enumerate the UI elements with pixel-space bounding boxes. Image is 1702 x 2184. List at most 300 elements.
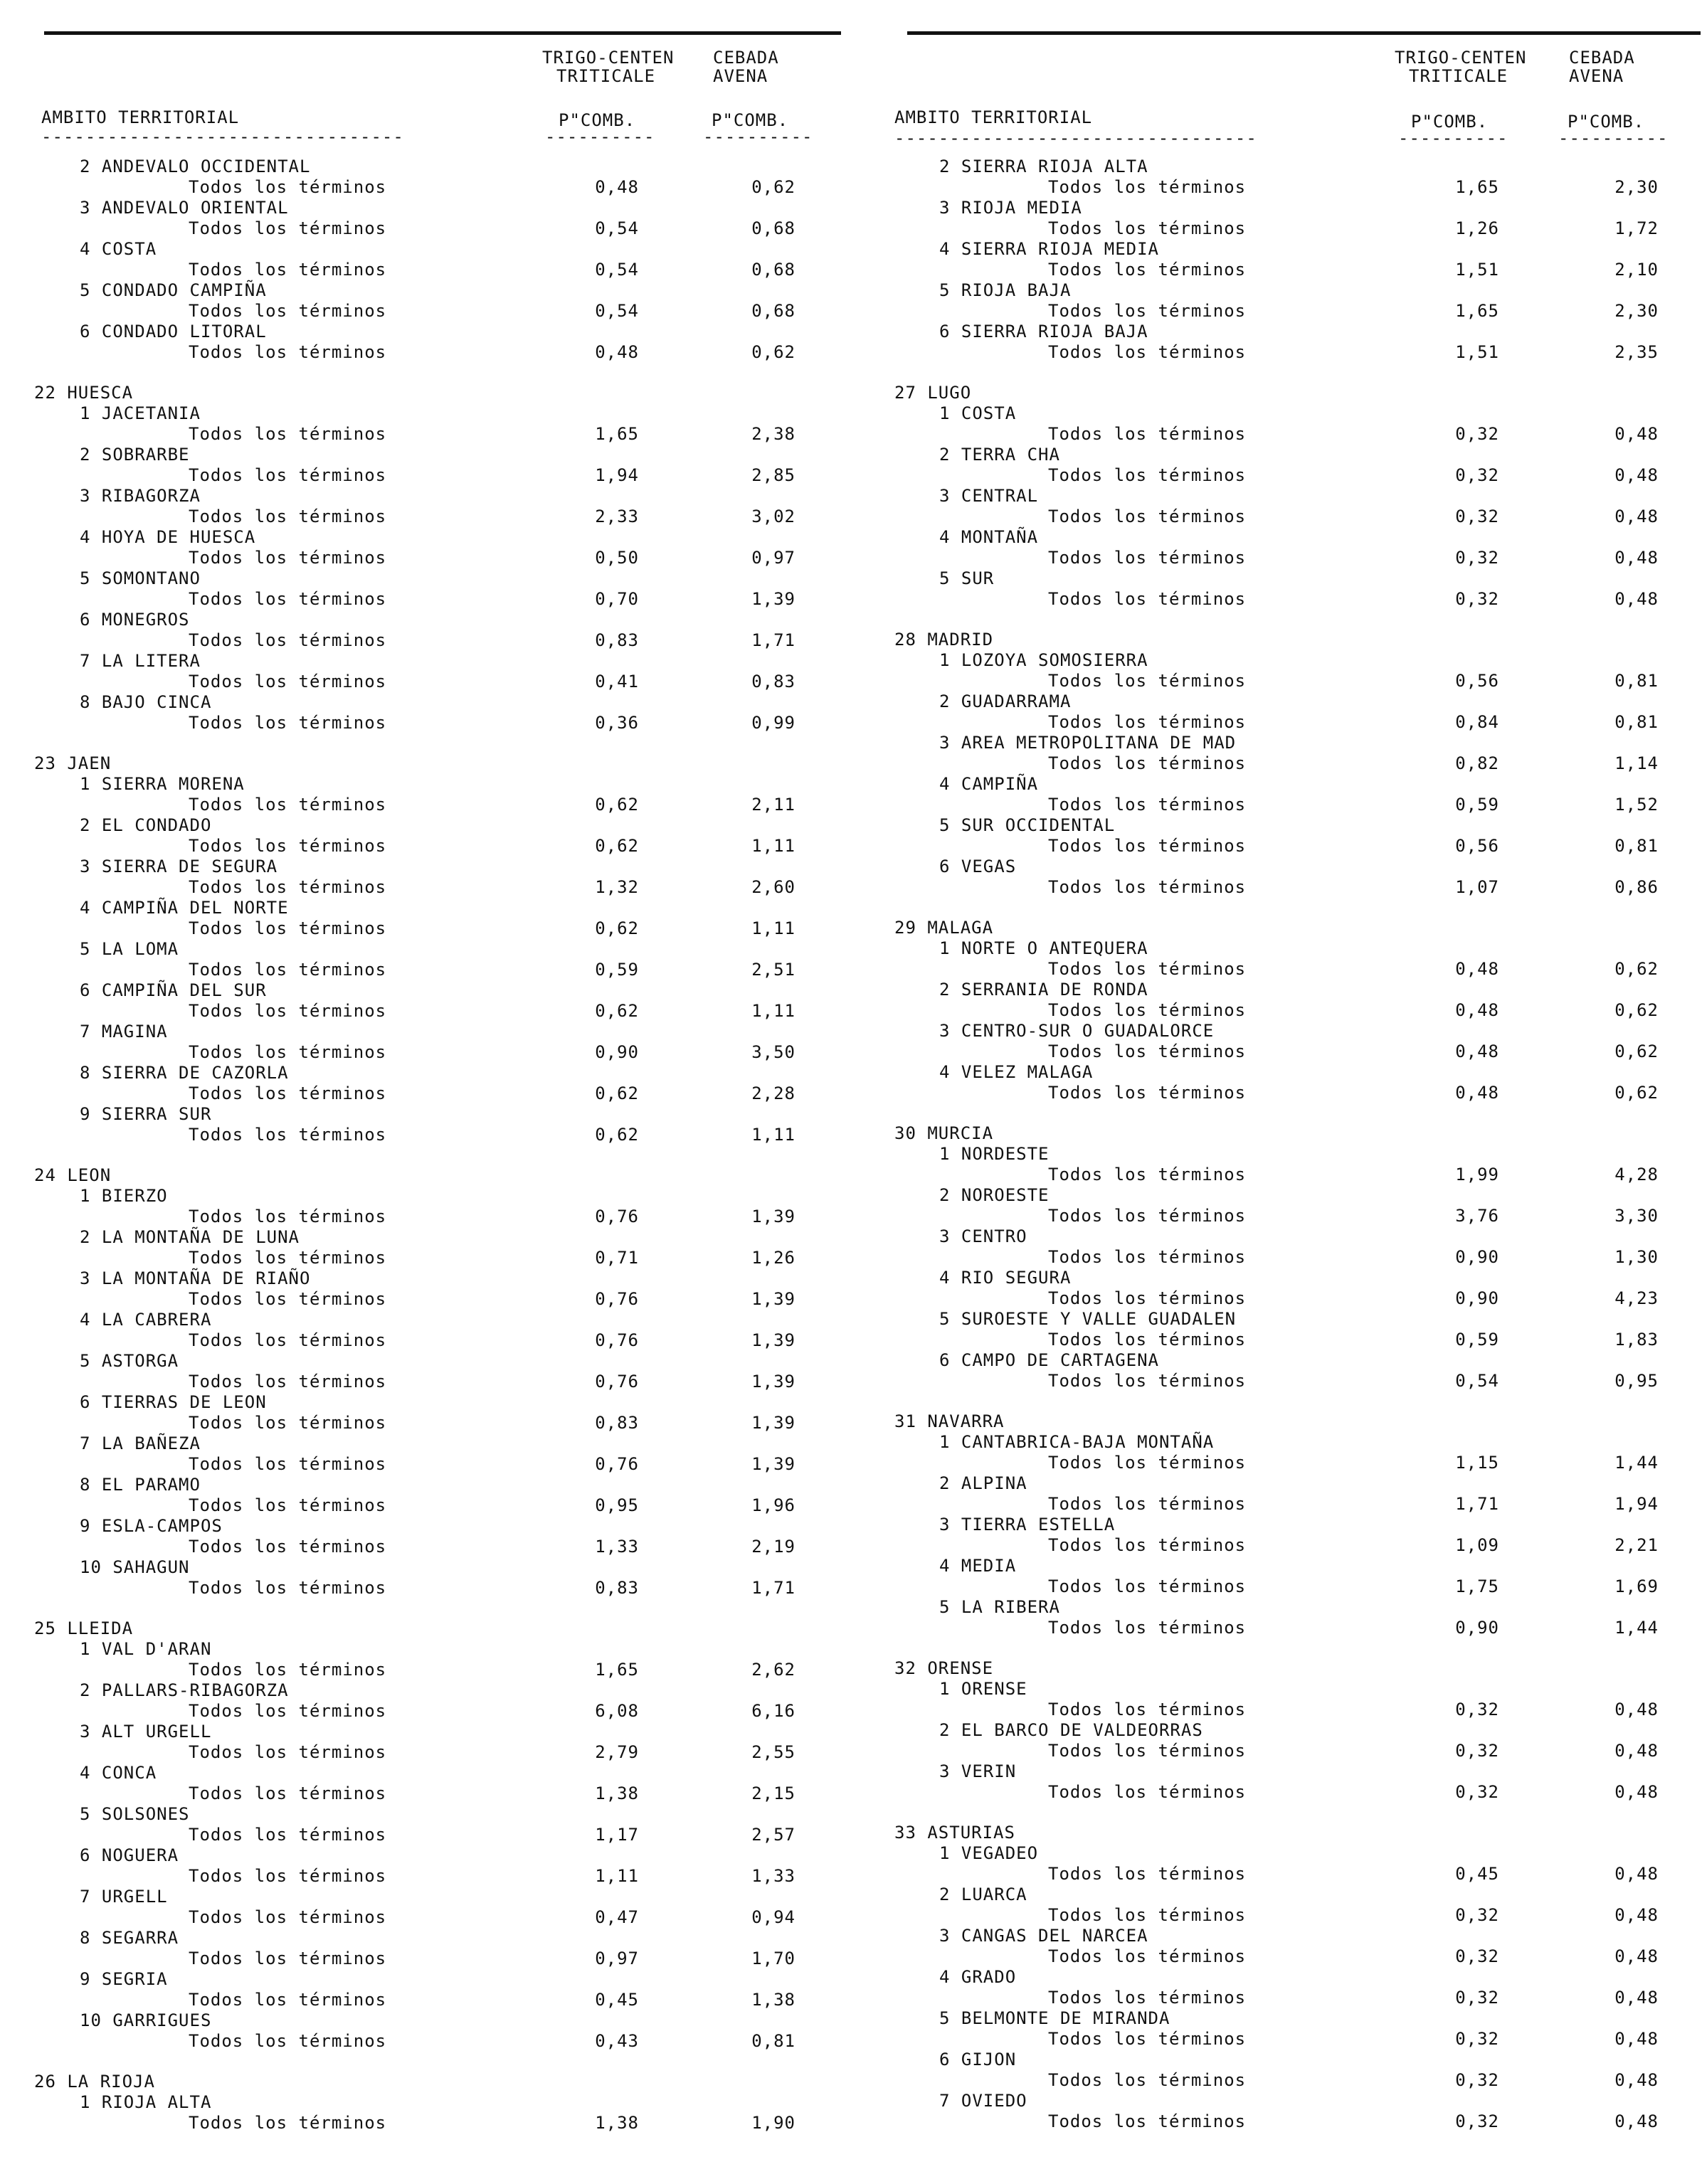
district-row bbox=[886, 1268, 1702, 1288]
district-name: 6 VEGAS bbox=[939, 857, 1017, 876]
district-name: 3 ANDEVALO ORIENTAL bbox=[80, 198, 289, 218]
district-row bbox=[886, 1432, 1702, 1453]
terms-row bbox=[28, 918, 847, 939]
value-cebada-avena: 1,39 bbox=[751, 1413, 796, 1433]
terms-label: Todos los términos bbox=[189, 1949, 387, 1968]
header-dash-ambito: --------------------------------- bbox=[894, 131, 1257, 145]
district-row bbox=[28, 1680, 847, 1701]
terms-row bbox=[886, 795, 1702, 815]
value-trigo-centeno: 0,97 bbox=[595, 1949, 639, 1968]
value-cebada-avena: 1,14 bbox=[1614, 753, 1659, 773]
district-name: 2 TERRA CHA bbox=[939, 445, 1060, 465]
value-trigo-centeno: 1,32 bbox=[595, 877, 639, 897]
terms-label: Todos los términos bbox=[1048, 589, 1247, 609]
district-name: 9 ESLA-CAMPOS bbox=[80, 1516, 223, 1536]
header-dash-v2: ---------- bbox=[1558, 131, 1669, 145]
terms-row bbox=[28, 1125, 847, 1145]
district-name: 2 NOROESTE bbox=[939, 1185, 1050, 1205]
value-trigo-centeno: 1,51 bbox=[1455, 260, 1499, 280]
value-cebada-avena: 1,33 bbox=[751, 1866, 796, 1886]
value-trigo-centeno: 1,15 bbox=[1455, 1453, 1499, 1473]
header-sub1: P"COMB. bbox=[559, 110, 636, 130]
province-row bbox=[28, 753, 847, 774]
district-name: 1 CANTABRICA-BAJA MONTAÑA bbox=[939, 1432, 1215, 1452]
province-row bbox=[886, 630, 1702, 650]
district-name: 5 SUR bbox=[939, 568, 995, 588]
terms-row bbox=[886, 1288, 1702, 1309]
value-trigo-centeno: 0,59 bbox=[1455, 795, 1499, 815]
terms-row bbox=[886, 2070, 1702, 2091]
header-ambito: AMBITO TERRITORIAL bbox=[894, 107, 1093, 127]
terms-row bbox=[886, 2111, 1702, 2132]
terms-label: Todos los términos bbox=[1048, 1330, 1247, 1350]
district-name: 4 CAMPIÑA bbox=[939, 774, 1039, 794]
terms-label: Todos los términos bbox=[189, 507, 387, 526]
district-row bbox=[28, 1887, 847, 1907]
value-trigo-centeno: 0,76 bbox=[595, 1289, 639, 1309]
district-row bbox=[886, 1226, 1702, 1247]
value-trigo-centeno: 1,65 bbox=[1455, 301, 1499, 321]
district-name: 3 VERIN bbox=[939, 1761, 1017, 1781]
value-cebada-avena: 1,26 bbox=[751, 1248, 796, 1268]
value-trigo-centeno: 0,83 bbox=[595, 1578, 639, 1598]
district-row bbox=[886, 2050, 1702, 2070]
terms-row bbox=[28, 836, 847, 857]
value-trigo-centeno: 0,41 bbox=[595, 672, 639, 691]
header-col1-line2: TRITICALE bbox=[556, 66, 656, 86]
value-cebada-avena: 1,69 bbox=[1614, 1576, 1659, 1596]
terms-row bbox=[886, 1371, 1702, 1391]
value-cebada-avena: 1,11 bbox=[751, 1001, 796, 1021]
terms-row bbox=[28, 1372, 847, 1392]
district-row bbox=[886, 403, 1702, 424]
value-trigo-centeno: 1,07 bbox=[1455, 877, 1499, 897]
terms-label: Todos los términos bbox=[189, 342, 387, 362]
terms-row bbox=[28, 1907, 847, 1928]
terms-row bbox=[886, 1330, 1702, 1350]
district-row bbox=[886, 1021, 1702, 1041]
value-trigo-centeno: 2,33 bbox=[595, 507, 639, 526]
left-table-body bbox=[28, 157, 847, 2133]
value-trigo-centeno: 0,45 bbox=[1455, 1864, 1499, 1884]
terms-row bbox=[28, 1001, 847, 1022]
value-cebada-avena: 0,99 bbox=[751, 713, 796, 733]
district-name: 1 LOZOYA SOMOSIERRA bbox=[939, 650, 1148, 670]
terms-label: Todos los términos bbox=[189, 1825, 387, 1845]
value-cebada-avena: 0,48 bbox=[1614, 1700, 1659, 1719]
province-name: 31 NAVARRA bbox=[894, 1411, 1005, 1431]
value-trigo-centeno: 1,17 bbox=[595, 1825, 639, 1845]
district-row bbox=[886, 280, 1702, 301]
value-cebada-avena: 1,30 bbox=[1614, 1247, 1659, 1267]
terms-label: Todos los términos bbox=[189, 2113, 387, 2133]
value-cebada-avena: 0,48 bbox=[1614, 1741, 1659, 1761]
value-trigo-centeno: 1,38 bbox=[595, 1783, 639, 1803]
district-name: 6 MONEGROS bbox=[80, 610, 190, 630]
district-name: 1 SIERRA MORENA bbox=[80, 774, 245, 794]
province-row bbox=[28, 2072, 847, 2092]
terms-label: Todos los términos bbox=[1048, 1288, 1247, 1308]
district-name: 1 ORENSE bbox=[939, 1679, 1027, 1699]
terms-row bbox=[886, 218, 1702, 239]
terms-label: Todos los términos bbox=[1048, 1453, 1247, 1473]
terms-label: Todos los términos bbox=[1048, 1864, 1247, 1884]
district-name: 3 LA MONTAÑA DE RIAÑO bbox=[80, 1268, 311, 1288]
terms-row bbox=[886, 1206, 1702, 1226]
terms-row bbox=[28, 1701, 847, 1722]
district-name: 5 SOLSONES bbox=[80, 1804, 190, 1824]
province-name: 30 MURCIA bbox=[894, 1123, 994, 1143]
terms-label: Todos los términos bbox=[189, 1495, 387, 1515]
value-trigo-centeno: 0,32 bbox=[1455, 1946, 1499, 1966]
district-row bbox=[28, 692, 847, 713]
value-cebada-avena: 2,10 bbox=[1614, 260, 1659, 280]
province-row bbox=[28, 383, 847, 403]
district-row bbox=[28, 1845, 847, 1866]
terms-label: Todos los términos bbox=[1048, 1494, 1247, 1514]
value-cebada-avena: 1,44 bbox=[1614, 1453, 1659, 1473]
value-cebada-avena: 4,23 bbox=[1614, 1288, 1659, 1308]
terms-row bbox=[886, 2029, 1702, 2050]
value-cebada-avena: 0,86 bbox=[1614, 877, 1659, 897]
terms-label: Todos los términos bbox=[189, 260, 387, 280]
terms-row bbox=[886, 1453, 1702, 1473]
district-row bbox=[886, 815, 1702, 836]
district-name: 3 ALT URGELL bbox=[80, 1722, 212, 1742]
terms-label: Todos los términos bbox=[189, 548, 387, 568]
district-row bbox=[886, 486, 1702, 507]
value-trigo-centeno: 0,32 bbox=[1455, 1988, 1499, 2008]
district-row bbox=[28, 239, 847, 260]
value-cebada-avena: 0,48 bbox=[1614, 548, 1659, 568]
value-trigo-centeno: 0,32 bbox=[1455, 2111, 1499, 2131]
district-name: 2 SOBRARBE bbox=[80, 445, 190, 465]
district-row bbox=[886, 568, 1702, 589]
value-trigo-centeno: 1,65 bbox=[595, 424, 639, 444]
value-trigo-centeno: 1,33 bbox=[595, 1537, 639, 1557]
value-cebada-avena: 0,94 bbox=[751, 1907, 796, 1927]
value-cebada-avena: 0,48 bbox=[1614, 424, 1659, 444]
terms-label: Todos los términos bbox=[1048, 1576, 1247, 1596]
header-dash-ambito: --------------------------------- bbox=[41, 129, 404, 144]
district-row bbox=[28, 939, 847, 960]
terms-label: Todos los términos bbox=[189, 177, 387, 197]
district-name: 3 CANGAS DEL NARCEA bbox=[939, 1926, 1148, 1946]
value-trigo-centeno: 0,54 bbox=[1455, 1371, 1499, 1391]
value-trigo-centeno: 1,99 bbox=[1455, 1165, 1499, 1184]
value-cebada-avena: 0,48 bbox=[1614, 2070, 1659, 2090]
district-row bbox=[28, 1804, 847, 1825]
value-trigo-centeno: 2,79 bbox=[595, 1742, 639, 1762]
value-cebada-avena: 2,51 bbox=[751, 960, 796, 980]
district-name: 10 SAHAGUN bbox=[80, 1557, 190, 1577]
value-trigo-centeno: 0,48 bbox=[1455, 1041, 1499, 1061]
terms-row bbox=[28, 1248, 847, 1268]
terms-row bbox=[28, 424, 847, 445]
value-cebada-avena: 2,11 bbox=[751, 795, 796, 815]
district-name: 2 LUARCA bbox=[939, 1885, 1027, 1904]
value-cebada-avena: 2,21 bbox=[1614, 1535, 1659, 1555]
value-trigo-centeno: 0,90 bbox=[1455, 1288, 1499, 1308]
terms-label: Todos los términos bbox=[189, 1207, 387, 1226]
district-name: 6 GIJON bbox=[939, 2050, 1017, 2069]
value-cebada-avena: 0,81 bbox=[1614, 836, 1659, 856]
district-name: 6 TIERRAS DE LEON bbox=[80, 1392, 267, 1412]
district-row bbox=[886, 1843, 1702, 1864]
value-trigo-centeno: 6,08 bbox=[595, 1701, 639, 1721]
terms-label: Todos los términos bbox=[1048, 1247, 1247, 1267]
district-row bbox=[28, 2010, 847, 2031]
province-name: 32 ORENSE bbox=[894, 1658, 994, 1678]
value-cebada-avena: 1,11 bbox=[751, 1125, 796, 1145]
value-trigo-centeno: 0,45 bbox=[595, 1990, 639, 2010]
terms-label: Todos los términos bbox=[189, 465, 387, 485]
value-trigo-centeno: 0,32 bbox=[1455, 1782, 1499, 1802]
header-col2-line1: CEBADA bbox=[1569, 48, 1635, 68]
value-cebada-avena: 2,28 bbox=[751, 1083, 796, 1103]
terms-row bbox=[28, 1207, 847, 1227]
value-trigo-centeno: 0,62 bbox=[595, 795, 639, 815]
district-name: 4 LA CABRERA bbox=[80, 1310, 212, 1330]
value-trigo-centeno: 1,38 bbox=[595, 2113, 639, 2133]
value-trigo-centeno: 1,65 bbox=[1455, 177, 1499, 197]
value-trigo-centeno: 0,62 bbox=[595, 918, 639, 938]
terms-row bbox=[28, 2113, 847, 2133]
terms-label: Todos los términos bbox=[1048, 2111, 1247, 2131]
terms-label: Todos los términos bbox=[1048, 301, 1247, 321]
value-trigo-centeno: 0,90 bbox=[1455, 1618, 1499, 1638]
district-row bbox=[28, 1722, 847, 1742]
value-trigo-centeno: 0,48 bbox=[1455, 1083, 1499, 1103]
district-row bbox=[28, 280, 847, 301]
value-trigo-centeno: 1,65 bbox=[595, 1660, 639, 1680]
district-row bbox=[28, 898, 847, 918]
district-name: 1 VAL D'ARAN bbox=[80, 1639, 212, 1659]
district-name: 6 CAMPIÑA DEL SUR bbox=[80, 980, 267, 1000]
terms-label: Todos los términos bbox=[1048, 548, 1247, 568]
header-sub2: P"COMB. bbox=[712, 110, 789, 130]
value-cebada-avena: 1,11 bbox=[751, 918, 796, 938]
district-row bbox=[886, 980, 1702, 1000]
terms-label: Todos los términos bbox=[1048, 465, 1247, 485]
terms-row bbox=[28, 630, 847, 651]
value-cebada-avena: 0,62 bbox=[1614, 1083, 1659, 1103]
terms-label: Todos los términos bbox=[189, 630, 387, 650]
district-name: 4 CONCA bbox=[80, 1763, 157, 1783]
district-row bbox=[886, 1967, 1702, 1988]
value-cebada-avena: 0,48 bbox=[1614, 1864, 1659, 1884]
terms-row bbox=[886, 1946, 1702, 1967]
district-row bbox=[28, 157, 847, 177]
district-name: 3 AREA METROPOLITANA DE MAD bbox=[939, 733, 1237, 753]
terms-row bbox=[886, 753, 1702, 774]
header-dash-v2: ---------- bbox=[703, 129, 813, 144]
terms-row bbox=[886, 260, 1702, 280]
terms-label: Todos los términos bbox=[189, 589, 387, 609]
district-row bbox=[28, 1268, 847, 1289]
district-row bbox=[28, 1063, 847, 1083]
district-name: 1 VEGADEO bbox=[939, 1843, 1039, 1863]
value-cebada-avena: 1,94 bbox=[1614, 1494, 1659, 1514]
value-trigo-centeno: 0,90 bbox=[595, 1042, 639, 1062]
district-row bbox=[28, 1928, 847, 1949]
district-row bbox=[886, 1720, 1702, 1741]
value-trigo-centeno: 0,62 bbox=[595, 1001, 639, 1021]
terms-row bbox=[886, 1535, 1702, 1556]
terms-row bbox=[886, 424, 1702, 445]
district-row bbox=[886, 1350, 1702, 1371]
district-row bbox=[886, 2008, 1702, 2029]
terms-label: Todos los términos bbox=[189, 1866, 387, 1886]
terms-row bbox=[886, 1247, 1702, 1268]
terms-label: Todos los términos bbox=[1048, 342, 1247, 362]
value-cebada-avena: 2,62 bbox=[751, 1660, 796, 1680]
province-name: 26 LA RIOJA bbox=[34, 2072, 155, 2092]
value-cebada-avena: 2,60 bbox=[751, 877, 796, 897]
terms-label: Todos los términos bbox=[189, 1990, 387, 2010]
district-row bbox=[28, 1475, 847, 1495]
province-name: 28 MADRID bbox=[894, 630, 994, 650]
district-row bbox=[28, 1639, 847, 1660]
value-trigo-centeno: 0,36 bbox=[595, 713, 639, 733]
terms-label: Todos los términos bbox=[189, 713, 387, 733]
district-name: 4 SIERRA RIOJA MEDIA bbox=[939, 239, 1159, 259]
value-cebada-avena: 0,48 bbox=[1614, 1782, 1659, 1802]
terms-label: Todos los términos bbox=[189, 1783, 387, 1803]
terms-label: Todos los términos bbox=[189, 960, 387, 980]
terms-label: Todos los términos bbox=[1048, 260, 1247, 280]
district-name: 4 COSTA bbox=[80, 239, 157, 259]
district-row bbox=[28, 610, 847, 630]
terms-label: Todos los términos bbox=[189, 1660, 387, 1680]
value-cebada-avena: 2,15 bbox=[751, 1783, 796, 1803]
value-cebada-avena: 2,57 bbox=[751, 1825, 796, 1845]
terms-row bbox=[886, 1576, 1702, 1597]
value-trigo-centeno: 1,51 bbox=[1455, 342, 1499, 362]
terms-label: Todos los términos bbox=[189, 424, 387, 444]
district-row bbox=[886, 1515, 1702, 1535]
terms-label: Todos los términos bbox=[189, 301, 387, 321]
terms-row bbox=[28, 1783, 847, 1804]
header-dash-v1: ---------- bbox=[545, 129, 655, 144]
value-cebada-avena: 0,62 bbox=[751, 342, 796, 362]
district-row bbox=[886, 1885, 1702, 1905]
header-col2-line2: AVENA bbox=[1569, 66, 1624, 86]
value-cebada-avena: 2,30 bbox=[1614, 301, 1659, 321]
district-row bbox=[28, 1022, 847, 1042]
district-row bbox=[886, 322, 1702, 342]
terms-row bbox=[28, 177, 847, 198]
district-row bbox=[886, 650, 1702, 671]
terms-row bbox=[28, 1042, 847, 1063]
terms-label: Todos los términos bbox=[189, 1537, 387, 1557]
district-name: 5 LA RIBERA bbox=[939, 1597, 1060, 1617]
district-name: 9 SEGRIA bbox=[80, 1969, 168, 1989]
terms-row bbox=[886, 877, 1702, 898]
value-cebada-avena: 2,55 bbox=[751, 1742, 796, 1762]
value-cebada-avena: 1,38 bbox=[751, 1990, 796, 2010]
value-trigo-centeno: 0,32 bbox=[1455, 548, 1499, 568]
district-name: 4 MEDIA bbox=[939, 1556, 1017, 1576]
district-name: 5 LA LOMA bbox=[80, 939, 179, 959]
province-row bbox=[886, 1123, 1702, 1144]
district-name: 5 RIOJA BAJA bbox=[939, 280, 1072, 300]
district-row bbox=[886, 1185, 1702, 1206]
terms-row bbox=[886, 507, 1702, 527]
district-row bbox=[28, 857, 847, 877]
district-row bbox=[28, 1104, 847, 1125]
province-row bbox=[28, 1165, 847, 1186]
terms-label: Todos los términos bbox=[1048, 795, 1247, 815]
terms-label: Todos los términos bbox=[1048, 1988, 1247, 2008]
value-cebada-avena: 1,11 bbox=[751, 836, 796, 856]
value-trigo-centeno: 0,32 bbox=[1455, 589, 1499, 609]
terms-label: Todos los términos bbox=[189, 218, 387, 238]
terms-row bbox=[28, 260, 847, 280]
district-name: 1 BIERZO bbox=[80, 1186, 168, 1206]
value-cebada-avena: 0,62 bbox=[1614, 1000, 1659, 1020]
value-trigo-centeno: 0,70 bbox=[595, 589, 639, 609]
district-name: 6 CONDADO LITORAL bbox=[80, 322, 267, 341]
terms-row bbox=[886, 1782, 1702, 1803]
district-name: 3 CENTRAL bbox=[939, 486, 1039, 506]
district-name: 2 SIERRA RIOJA ALTA bbox=[939, 157, 1148, 176]
value-cebada-avena: 3,50 bbox=[751, 1042, 796, 1062]
top-rule bbox=[907, 31, 1701, 35]
district-row bbox=[886, 1062, 1702, 1083]
district-row bbox=[28, 1763, 847, 1783]
terms-row bbox=[886, 465, 1702, 486]
district-row bbox=[886, 733, 1702, 753]
value-cebada-avena: 3,02 bbox=[751, 507, 796, 526]
value-cebada-avena: 1,90 bbox=[751, 2113, 796, 2133]
terms-row bbox=[28, 795, 847, 815]
terms-row bbox=[28, 1330, 847, 1351]
value-trigo-centeno: 0,83 bbox=[595, 630, 639, 650]
district-name: 1 COSTA bbox=[939, 403, 1017, 423]
district-name: 5 SUR OCCIDENTAL bbox=[939, 815, 1116, 835]
terms-row bbox=[28, 1578, 847, 1599]
district-row bbox=[28, 1227, 847, 1248]
value-cebada-avena: 2,30 bbox=[1614, 177, 1659, 197]
district-name: 4 MONTAÑA bbox=[939, 527, 1039, 547]
value-trigo-centeno: 0,76 bbox=[595, 1372, 639, 1391]
value-trigo-centeno: 0,48 bbox=[1455, 1000, 1499, 1020]
district-name: 3 CENTRO-SUR O GUADALORCE bbox=[939, 1021, 1215, 1041]
province-row bbox=[886, 1411, 1702, 1432]
terms-label: Todos los términos bbox=[189, 1125, 387, 1145]
terms-row bbox=[886, 1041, 1702, 1062]
district-row bbox=[28, 198, 847, 218]
value-cebada-avena: 1,39 bbox=[751, 1330, 796, 1350]
province-row bbox=[886, 383, 1702, 403]
district-row bbox=[28, 1186, 847, 1207]
value-trigo-centeno: 3,76 bbox=[1455, 1206, 1499, 1226]
terms-label: Todos los términos bbox=[189, 1372, 387, 1391]
value-cebada-avena: 1,39 bbox=[751, 1207, 796, 1226]
terms-label: Todos los términos bbox=[1048, 1165, 1247, 1184]
value-trigo-centeno: 1,09 bbox=[1455, 1535, 1499, 1555]
province-name: 33 ASTURIAS bbox=[894, 1823, 1015, 1843]
right-column bbox=[886, 0, 1702, 2184]
value-cebada-avena: 2,85 bbox=[751, 465, 796, 485]
terms-row bbox=[28, 507, 847, 527]
value-trigo-centeno: 0,76 bbox=[595, 1330, 639, 1350]
value-trigo-centeno: 0,48 bbox=[595, 342, 639, 362]
terms-row bbox=[886, 959, 1702, 980]
terms-label: Todos los términos bbox=[1048, 1905, 1247, 1925]
value-trigo-centeno: 0,56 bbox=[1455, 671, 1499, 691]
